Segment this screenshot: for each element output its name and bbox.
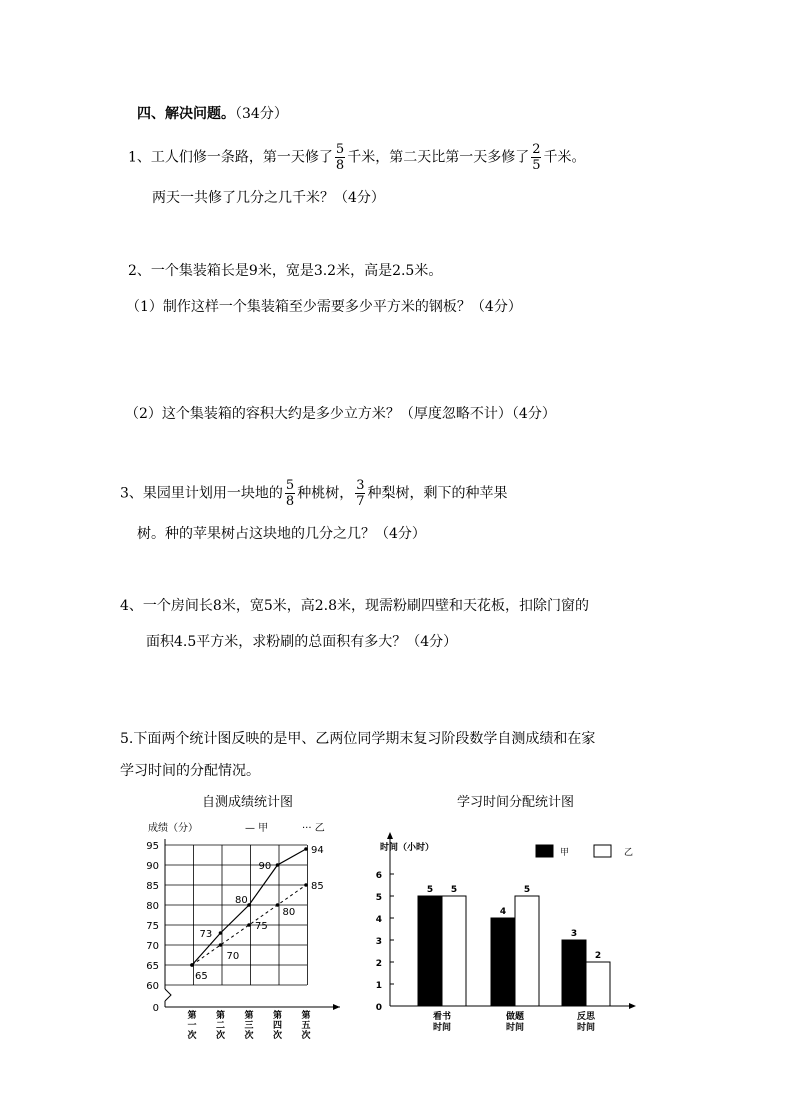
q1-frac1-denominator: 8 [335, 158, 345, 173]
line-data-label: 75 [255, 921, 268, 932]
line-chart-title: 自测成绩统计图 [202, 795, 294, 810]
bar-jia [418, 896, 442, 1006]
bar-data-label: 5 [450, 885, 458, 895]
question-2-sub-1: （1）制作这样一个集装箱至少需要多少平方米的钢板？（4分） [126, 299, 522, 315]
line-y-tick-label: 75 [146, 921, 159, 932]
q3-text-b: 种桃树， [297, 485, 354, 502]
q1-text-c: 千米。 [543, 149, 586, 166]
line-x-axis-arrow [333, 1004, 340, 1010]
question-1-line-2: 两天一共修了几分之几千米？（4分） [152, 190, 385, 206]
line-x-tick-label: 第 [215, 1011, 226, 1021]
line-point-yi [247, 923, 251, 927]
q1-frac1-numerator: 5 [335, 142, 345, 157]
question-5-line-2: 学习时间的分配情况。 [120, 763, 260, 779]
bar-y-tick-label: 2 [375, 959, 382, 969]
question-4-line-1: 4、一个房间长8米，宽5米，高2.8米，现需粉刷四壁和天花板，扣除门窗的 [120, 598, 589, 614]
line-x-tick-label: 四 [272, 1021, 283, 1031]
bar-data-label: 3 [570, 929, 578, 939]
q3-frac2-numerator: 3 [356, 478, 365, 493]
section-heading [137, 104, 288, 124]
bar-y-axis-arrow [387, 832, 393, 839]
bar-legend-jia-swatch [536, 845, 553, 857]
line-x-tick-label: 一 [187, 1021, 197, 1031]
bar-data-label: 4 [499, 907, 507, 917]
q3-fraction-2 [355, 478, 365, 509]
bar-chart-title: 学习时间分配统计图 [457, 795, 575, 810]
line-chart-ylabel: 成绩（分） [148, 823, 198, 834]
bar-yi [586, 962, 610, 1006]
bar-category-label-top: 做题 [505, 1012, 525, 1022]
q3-text-c: 种梨树，剩下的种苹果 [367, 485, 508, 502]
question-1-line-1 [128, 142, 585, 173]
line-point-yi [304, 883, 308, 887]
q1-frac2-numerator: 2 [532, 142, 541, 157]
line-data-label: 80 [282, 907, 296, 918]
line-x-tick-label: 二 [215, 1021, 226, 1031]
bar-chart-ylabel: 时间（小时） [380, 843, 435, 853]
bar-legend-yi-label: 乙 [624, 848, 634, 858]
q1-fraction-1 [335, 142, 345, 173]
bar-legend-yi-swatch [594, 845, 611, 857]
bar-y-tick-label: 6 [375, 871, 382, 881]
bar-y-tick-label: 4 [375, 915, 382, 925]
bar-data-label: 2 [594, 951, 602, 961]
line-y-tick-label: 80 [146, 901, 159, 912]
line-y-tick-label: 0 [152, 1003, 159, 1014]
line-x-tick-label: 第 [272, 1011, 283, 1021]
line-y-tick-label: 60 [146, 981, 159, 992]
q1-text-a: 1、工人们修一条路，第一天修了 [128, 149, 333, 166]
question-3-line-2: 树。种的苹果树占这块地的几分之几？（4分） [137, 526, 426, 542]
line-legend-jia: — 甲 [245, 823, 269, 834]
question-2-sub-2: （2）这个集装箱的容积大约是多少立方米？（厚度忽略不计）（4分） [125, 406, 556, 422]
line-point-yi [219, 943, 223, 947]
line-x-tick-label: 三 [244, 1021, 254, 1031]
line-x-tick-label: 次 [187, 1031, 197, 1041]
bar-y-tick-label: 5 [375, 893, 382, 903]
line-y-tick-label: 95 [146, 841, 159, 852]
q1-frac2-denominator: 5 [532, 158, 541, 173]
bar-category-label-top: 看书 [432, 1012, 452, 1022]
bar-data-label: 5 [523, 885, 531, 895]
bar-x-axis-arrow [629, 1003, 636, 1009]
line-x-tick-label: 第 [301, 1011, 311, 1021]
line-y-tick-label: 70 [146, 941, 159, 952]
line-x-tick-label: 五 [301, 1021, 311, 1031]
line-data-label: 73 [199, 929, 213, 940]
q3-frac1-denominator: 8 [285, 494, 295, 509]
line-x-tick-label: 次 [272, 1031, 283, 1041]
q3-text-a: 3、果园里计划用一块地的 [120, 485, 283, 502]
question-5-line-1: 5.下面两个统计图反映的是甲、乙两位同学期末复习阶段数学自测成绩和在家 [120, 731, 596, 747]
line-point-yi [190, 963, 194, 967]
line-data-label: 85 [311, 881, 324, 892]
line-legend-yi: ··· 乙 [302, 823, 325, 834]
line-x-tick-label: 次 [301, 1031, 311, 1041]
line-point-yi [276, 903, 280, 907]
line-point-jia [219, 931, 223, 935]
bar-jia [491, 918, 515, 1006]
study-time-bar-chart [370, 828, 645, 1048]
question-4-line-2: 面积4.5平方米，求粉刷的总面积有多大？（4分） [146, 634, 458, 650]
bar-yi [515, 896, 539, 1006]
line-point-jia [276, 863, 280, 867]
line-x-tick-label: 次 [244, 1031, 254, 1041]
section-title: 四、解决问题。 [137, 106, 235, 122]
line-data-label: 80 [235, 895, 248, 906]
q3-frac2-denominator: 7 [356, 494, 365, 509]
line-data-label: 70 [226, 951, 240, 962]
bar-y-tick-label: 3 [375, 937, 382, 947]
bar-y-tick-label: 1 [375, 981, 382, 991]
bar-category-label-bottom: 时间 [432, 1023, 452, 1033]
line-y-tick-label: 90 [146, 861, 159, 872]
bar-category-label-bottom: 时间 [505, 1023, 525, 1033]
question-2-line-1: 2、一个集装箱长是9米，宽是3.2米，高是2.5米。 [128, 263, 443, 279]
q3-fraction-1 [285, 478, 295, 509]
bar-y-tick-label: 0 [375, 1003, 382, 1013]
line-point-jia [247, 903, 251, 907]
line-data-label: 90 [258, 861, 272, 872]
bar-category-label-top: 反思 [576, 1012, 596, 1022]
line-data-label: 65 [195, 971, 208, 982]
bar-jia [562, 940, 586, 1006]
line-axis-break [165, 989, 171, 1001]
line-point-jia [304, 847, 308, 851]
q1-fraction-2 [531, 142, 541, 173]
question-3-line-1 [120, 478, 507, 509]
q3-frac1-numerator: 5 [285, 478, 295, 493]
bar-yi [442, 896, 466, 1006]
section-score: （34分） [235, 106, 288, 122]
line-y-tick-label: 65 [146, 961, 159, 972]
line-data-label: 94 [311, 845, 324, 856]
score-line-chart [140, 815, 365, 1050]
bar-legend-jia-label: 甲 [560, 848, 570, 858]
bar-category-label-bottom: 时间 [576, 1023, 596, 1033]
line-x-tick-label: 第 [244, 1011, 254, 1021]
line-x-tick-label: 次 [215, 1031, 226, 1041]
line-y-tick-label: 85 [146, 881, 159, 892]
bar-data-label: 5 [426, 885, 434, 895]
line-x-tick-label: 第 [187, 1011, 197, 1021]
q1-text-b: 千米，第二天比第一天多修了 [347, 149, 530, 166]
